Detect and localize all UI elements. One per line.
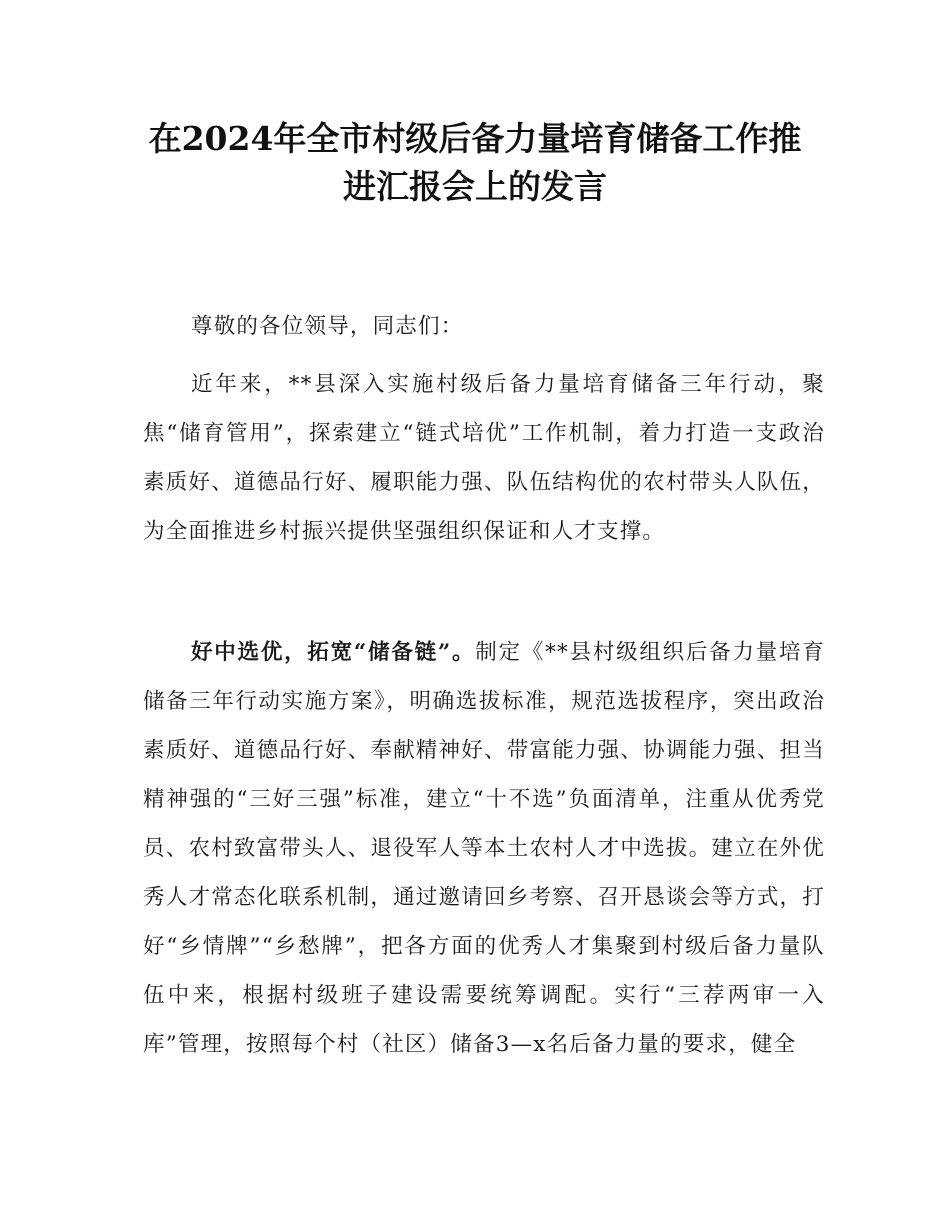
paragraph-reserve-chain: [143, 628, 825, 1069]
paragraph-intro: 近年来，**县深入实施村级后备力量培育储备三年行动，聚焦“储育管用”，探索建立“链式培优”工作机制，着力打造一支政治素质好、道德品行好、履职能力强、队伍结构优的农村带头人队伍，为全面推进乡村振兴提供坚强组织保证和人才支撑。: [143, 372, 825, 544]
document-title-line-2: 进汇报会上的发言: [343, 167, 607, 206]
salutation: 尊敬的各位领导，同志们：: [191, 314, 464, 339]
paragraph-body: 制定《**县村级组织后备力量培育储备三年行动实施方案》，明确选拔标准，规范选拔程序，突出政治素质好、道德品行好、奉献精神好、带富能力强、协调能力强、担当精神强的“三好三强”标准，建立“十不选”负面清单，注重从优秀党员、农村致富带头人、退役军人等本土农村人才中选拔。建立在外优秀人才常态化联系机制，通过邀请回乡考察、召开恳谈会等方式，打好“乡情牌”“乡愁牌”，把各方面的优秀人才集聚到村级后备力量队伍中来，根据村级班子建设需要统筹调配。实行“三荐两审一入库”管理，按照每个村（社区）储备3—x名后备力量的要求，健全: [143, 640, 825, 1057]
document-title-line-1: 在2024年全市村级后备力量培育储备工作推: [148, 119, 802, 158]
paragraph-lead-heading: 好中选优，拓宽“储备链”。: [191, 640, 476, 665]
